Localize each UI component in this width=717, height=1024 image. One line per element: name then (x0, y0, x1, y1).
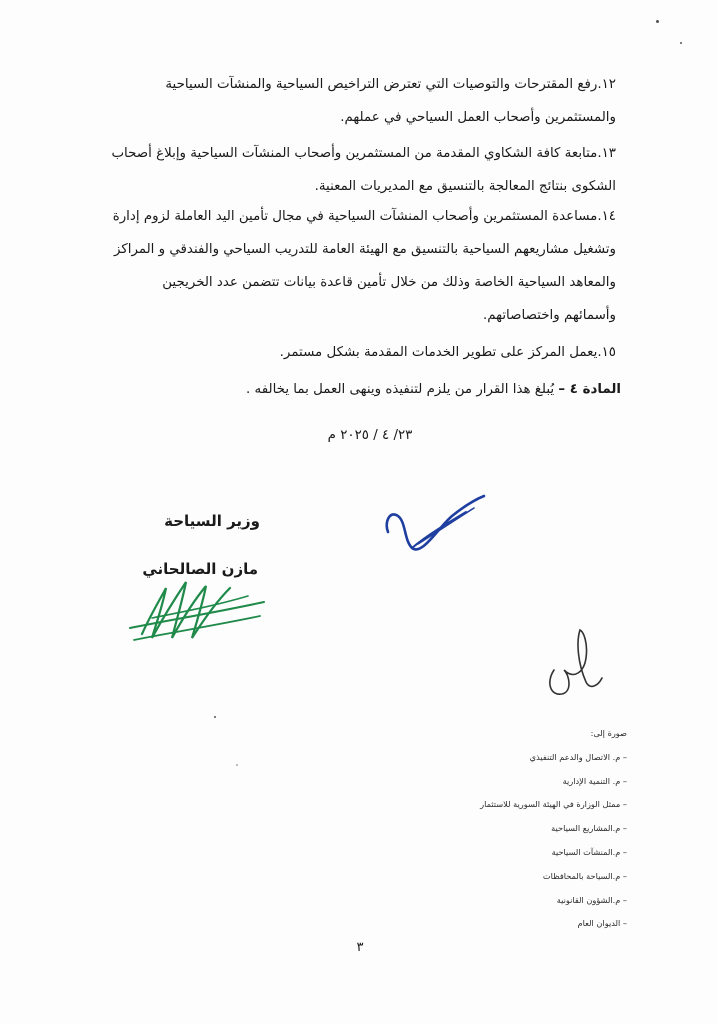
blue-signature (378, 492, 488, 562)
item-12 (96, 68, 616, 134)
item-14 (96, 200, 616, 332)
cc-list (367, 722, 627, 936)
item-13-line-1: ١٣.متابعة كافة الشكاوي المقدمة من المستثمرين وأصحاب المنشآت السياحية وإبلاغ أصحاب (111, 146, 616, 161)
item-15-line-1: ١٥.يعمل المركز على تطوير الخدمات المقدمة بشكل مستمر. (279, 345, 616, 360)
item-14-line-1: ١٤.مساعدة المستثمرين وأصحاب المنشآت السياحية في مجال تأمين اليد العاملة لزوم إدارة (112, 209, 616, 224)
scan-speck (214, 716, 216, 718)
cc-recipient: – م.المشاريع السياحية (551, 823, 627, 834)
item-14-line-2: وتشغيل مشاريعهم السياحية بالتنسيق مع الهيئة العامة للتدريب السياحي والفندقي و المراكز (113, 242, 616, 257)
cc-heading: صورة إلى: (590, 728, 627, 738)
initials-signature (540, 624, 610, 704)
scan-speck (236, 764, 238, 766)
minister-name: مازن الصالحاني (142, 560, 258, 578)
article-4 (101, 378, 621, 402)
item-13-line-2: الشكوى بنتائج المعالجة بالتنسيق مع المديريات المعنية. (314, 179, 616, 194)
item-12-line-1: ١٢.رفع المقترحات والتوصيات التي تعترض التراخيص السياحية والمنشآت السياحية (165, 77, 616, 92)
scan-speck (680, 42, 682, 44)
article-text: يُبلغ هذا القرار من يلزم لتنفيذه وينهى العمل بما يخالفه . (246, 382, 555, 397)
cc-recipient: – م.المنشآت السياحية (551, 846, 627, 857)
item-14-line-3: والمعاهد السياحية الخاصة وذلك من خلال تأمين قاعدة بيانات تتضمن عدد الخريجين (162, 275, 616, 290)
item-15 (96, 336, 616, 369)
article-label: المادة ٤ – (558, 382, 621, 397)
cc-recipient: – م.الشؤون القانونية (556, 894, 627, 905)
cc-recipient: – م. الاتصال والدعم التنفيذي (529, 751, 627, 762)
scan-speck (656, 20, 659, 23)
page-number: ٣ (356, 940, 364, 955)
item-14-line-4: وأسمائهم واختصاصاتهم. (482, 308, 616, 323)
cc-recipient: – م.السياحة بالمحافظات (542, 870, 627, 881)
item-13 (96, 137, 616, 203)
cc-recipient: – الديوان العام (577, 918, 627, 929)
item-12-line-2: والمستثمرين وأصحاب العمل السياحي في عملهم. (340, 110, 616, 125)
minister-title: وزير السياحة (164, 512, 260, 530)
cc-recipient: – ممثل الوزارة في الهيئة السورية للاستثمار (480, 799, 627, 810)
green-signature (122, 572, 272, 652)
decree-date: ٢٣/ ٤ / ٢٠٢٥ م (327, 428, 413, 443)
cc-recipient: – م. التنمية الإدارية (562, 775, 627, 786)
